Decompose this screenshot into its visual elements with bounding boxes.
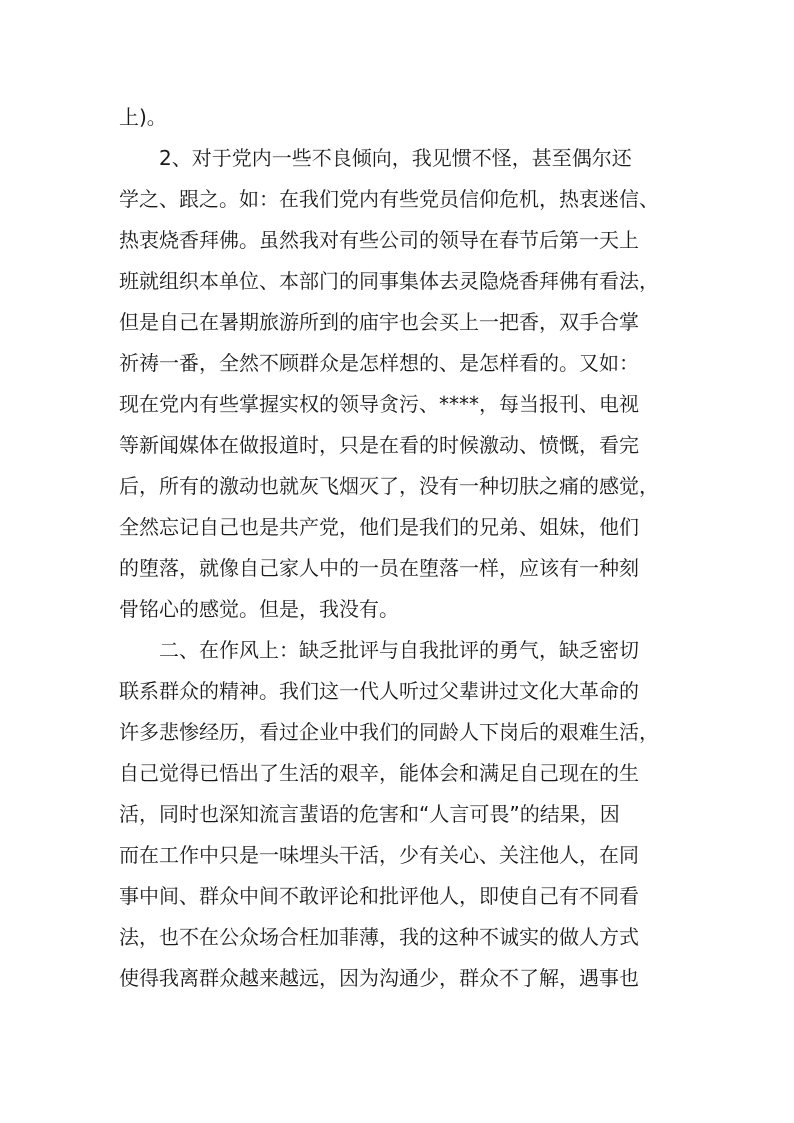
text-line: 祈祷一番，全然不顾群众是怎样想的、是怎样看的。又如： xyxy=(119,351,639,375)
text-line: 班就组织本单位、本部门的同事集体去灵隐烧香拜佛有看法， xyxy=(119,269,659,293)
text-line: 骨铭心的感觉。但是，我没有。 xyxy=(119,597,399,621)
text-line: 但是自己在暑期旅游所到的庙宇也会买上一把香，双手合掌 xyxy=(119,310,639,334)
text-line: 二、在作风上：缺乏批评与自我批评的勇气，缺乏密切 xyxy=(119,638,639,662)
text-line: 的堕落，就像自己家人中的一员在堕落一样，应该有一种刻 xyxy=(119,556,639,580)
text-line: 而在工作中只是一味埋头干活，少有关心、关注他人，在同 xyxy=(119,843,639,867)
text-line: 活，同时也深知流言蜚语的危害和“人言可畏”的结果，因 xyxy=(119,802,620,826)
text-line: 现在党内有些掌握实权的领导贪污、****，每当报刊、电视 xyxy=(119,392,639,416)
text-line: 联系群众的精神。我们这一代人听过父辈讲过文化大革命的 xyxy=(119,679,639,703)
text-line: 使得我离群众越来越远，因为沟通少，群众不了解，遇事也 xyxy=(119,966,639,990)
text-line: 全然忘记自己也是共产党，他们是我们的兄弟、姐妹，他们 xyxy=(119,515,639,539)
text-line: 事中间、群众中间不敢评论和批评他人，即使自己有不同看 xyxy=(119,884,639,908)
text-line: 学之、跟之。如：在我们党内有些党员信仰危机，热衷迷信、 xyxy=(119,187,659,211)
text-line: 等新闻媒体在做报道时，只是在看的时候激动、愤慨，看完 xyxy=(119,433,639,457)
text-line: 2、对于党内一些不良倾向，我见惯不怪，甚至偶尔还 xyxy=(119,146,632,170)
text-line: 法，也不在公众场合枉加菲薄，我的这种不诚实的做人方式 xyxy=(119,925,639,949)
text-line: 自己觉得已悟出了生活的艰辛，能体会和满足自己现在的生 xyxy=(119,761,639,785)
text-line: 热衷烧香拜佛。虽然我对有些公司的领导在春节后第一天上 xyxy=(119,228,639,252)
text-line: 后，所有的激动也就灰飞烟灭了，没有一种切肤之痛的感觉， xyxy=(119,474,659,498)
text-line: 上)。 xyxy=(119,105,167,129)
text-line: 许多悲惨经历，看过企业中我们的同龄人下岗后的艰难生活， xyxy=(119,720,659,744)
